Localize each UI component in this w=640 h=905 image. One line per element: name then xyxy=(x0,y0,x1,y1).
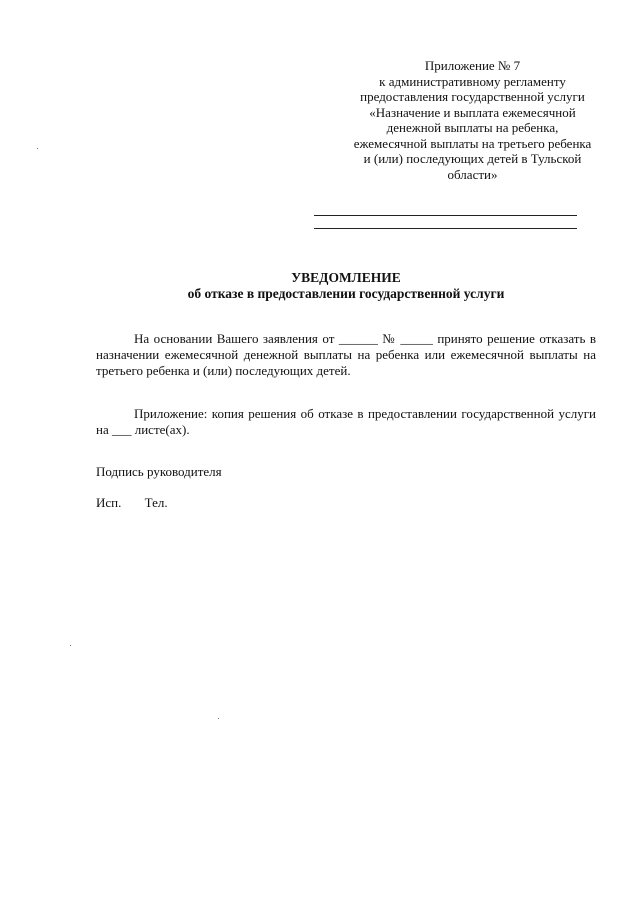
title-heading: УВЕДОМЛЕНИЕ xyxy=(291,270,401,285)
appendix-line: Приложение № 7 xyxy=(424,58,521,73)
executor-label: Исп. xyxy=(96,495,122,510)
paragraph-line: третьего ребенка и (или) последующих детей. xyxy=(96,363,351,378)
scan-speck xyxy=(70,645,71,646)
appendix-line: ежемесячной выплаты на третьего ребенка xyxy=(353,135,592,151)
appendix-line: и (или) последующих детей в Тульской xyxy=(363,151,582,166)
body-paragraph-decision xyxy=(96,331,596,379)
scan-speck xyxy=(218,718,219,719)
paragraph-line: на ___ листе(ах). xyxy=(96,422,190,437)
paragraph-line: назначении ежемесячной денежной выплаты на ребенка или ежемесячной выплаты на xyxy=(96,347,596,362)
recipient-blank-line xyxy=(314,215,577,216)
title-subheading: об отказе в предоставлении государственной услуги xyxy=(187,286,505,301)
recipient-blank-line xyxy=(314,228,577,229)
paragraph-line: Приложение: копия решения об отказе в предоставлении государственной услуги xyxy=(134,406,596,421)
scan-speck xyxy=(37,148,38,149)
appendix-line: «Назначение и выплата ежемесячной xyxy=(369,104,576,120)
document-title xyxy=(96,270,596,302)
paragraph-line: На основании Вашего заявления от ______ № _____ принято решение отказать в xyxy=(134,331,596,346)
appendix-line: предоставления государственной услуги xyxy=(360,89,585,104)
appendix-line: области» xyxy=(447,166,498,182)
appendix-line: денежной выплаты на ребенка, xyxy=(386,120,559,135)
appendix-block xyxy=(345,58,600,182)
signature-label: Подпись руководителя xyxy=(96,464,222,479)
phone-label: Тел. xyxy=(144,495,168,510)
body-paragraph-attachment xyxy=(96,406,596,438)
footer-contacts xyxy=(96,495,168,511)
appendix-line: к административному регламенту xyxy=(379,73,566,89)
